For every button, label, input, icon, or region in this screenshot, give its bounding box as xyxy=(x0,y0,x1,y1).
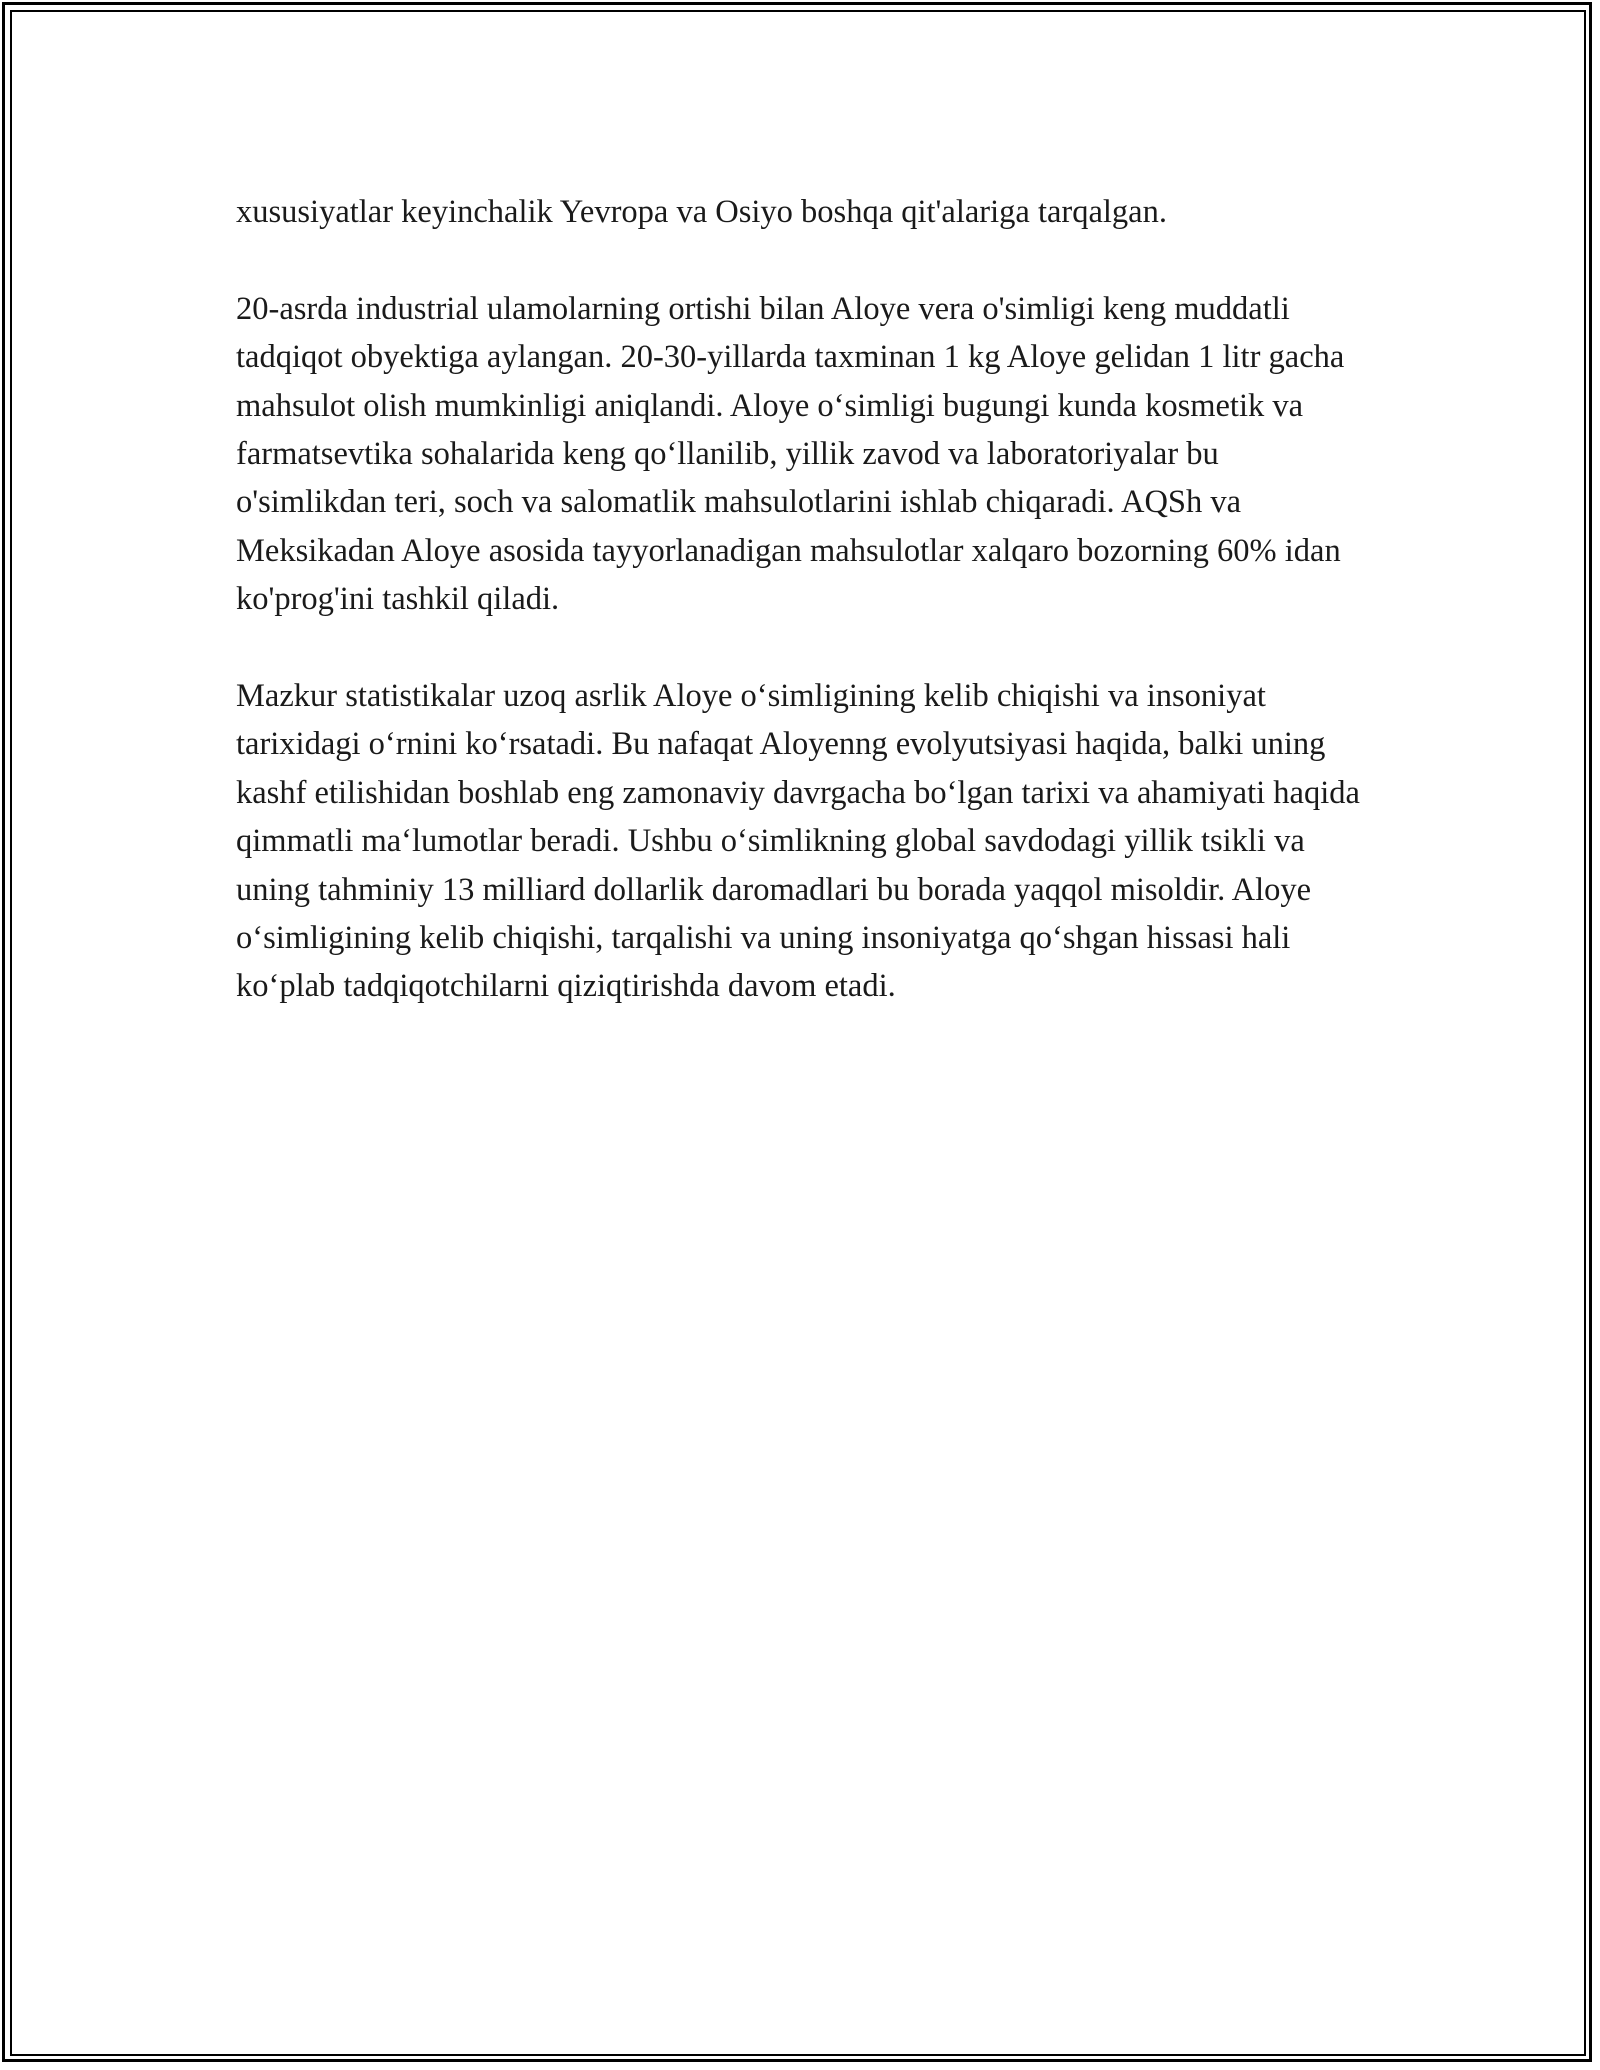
paragraph-industrial-research: 20-asrda industrial ulamolarning ortishi bilan Aloye vera o'simligi keng muddatli tadqiqot obyektiga aylangan. 20-30-yillarda taxminan 1 kg Aloye gelidan 1 litr gacha mahsulot olish mumkinligi aniqlandi. Aloye o‘simligi bugungi kunda kosmetik va farmatsevtika sohalarida keng qo‘llanilib, yillik zavod va laboratoriyalar bu o'simlikdan teri, soch va salomatlik mahsulotlarini ishlab chiqaradi. AQSh va Meksikadan Aloye asosida tayyorlanadigan mahsulotlar xalqaro bozorning 60% idan ko'prog'ini tashkil qiladi. xyxy=(236,290,1345,618)
paragraph-statistics-conclusion: Mazkur statistikalar uzoq asrlik Aloye o‘simligining kelib chiqishi va insoniyat tarixidagi o‘rnini ko‘rsatadi. Bu nafaqat Aloyenng evolyutsiyasi haqida, balki uning kashf etilishidan boshlab eng zamonaviy davrgacha bo‘lgan tarixi va ahamiyati haqida qimmatli ma‘lumotlar beradi. Ushbu o‘simlikning global savdodagi yillik tsikli va uning tahminiy 13 milliard dollarlik daromadlari bu borada yaqqol misoldir. Aloye o‘simligining kelib chiqishi, tarqalishi va uning insoniyatga qo‘shgan hissasi hali ko‘plab tadqiqotchilarni qiziqtirishda davom etadi. xyxy=(236,678,1360,1005)
paragraph-continuation: xususiyatlar keyinchalik Yevropa va Osiyo boshqa qit'alariga tarqalgan. xyxy=(236,194,1167,230)
document-body xyxy=(236,188,1366,1011)
